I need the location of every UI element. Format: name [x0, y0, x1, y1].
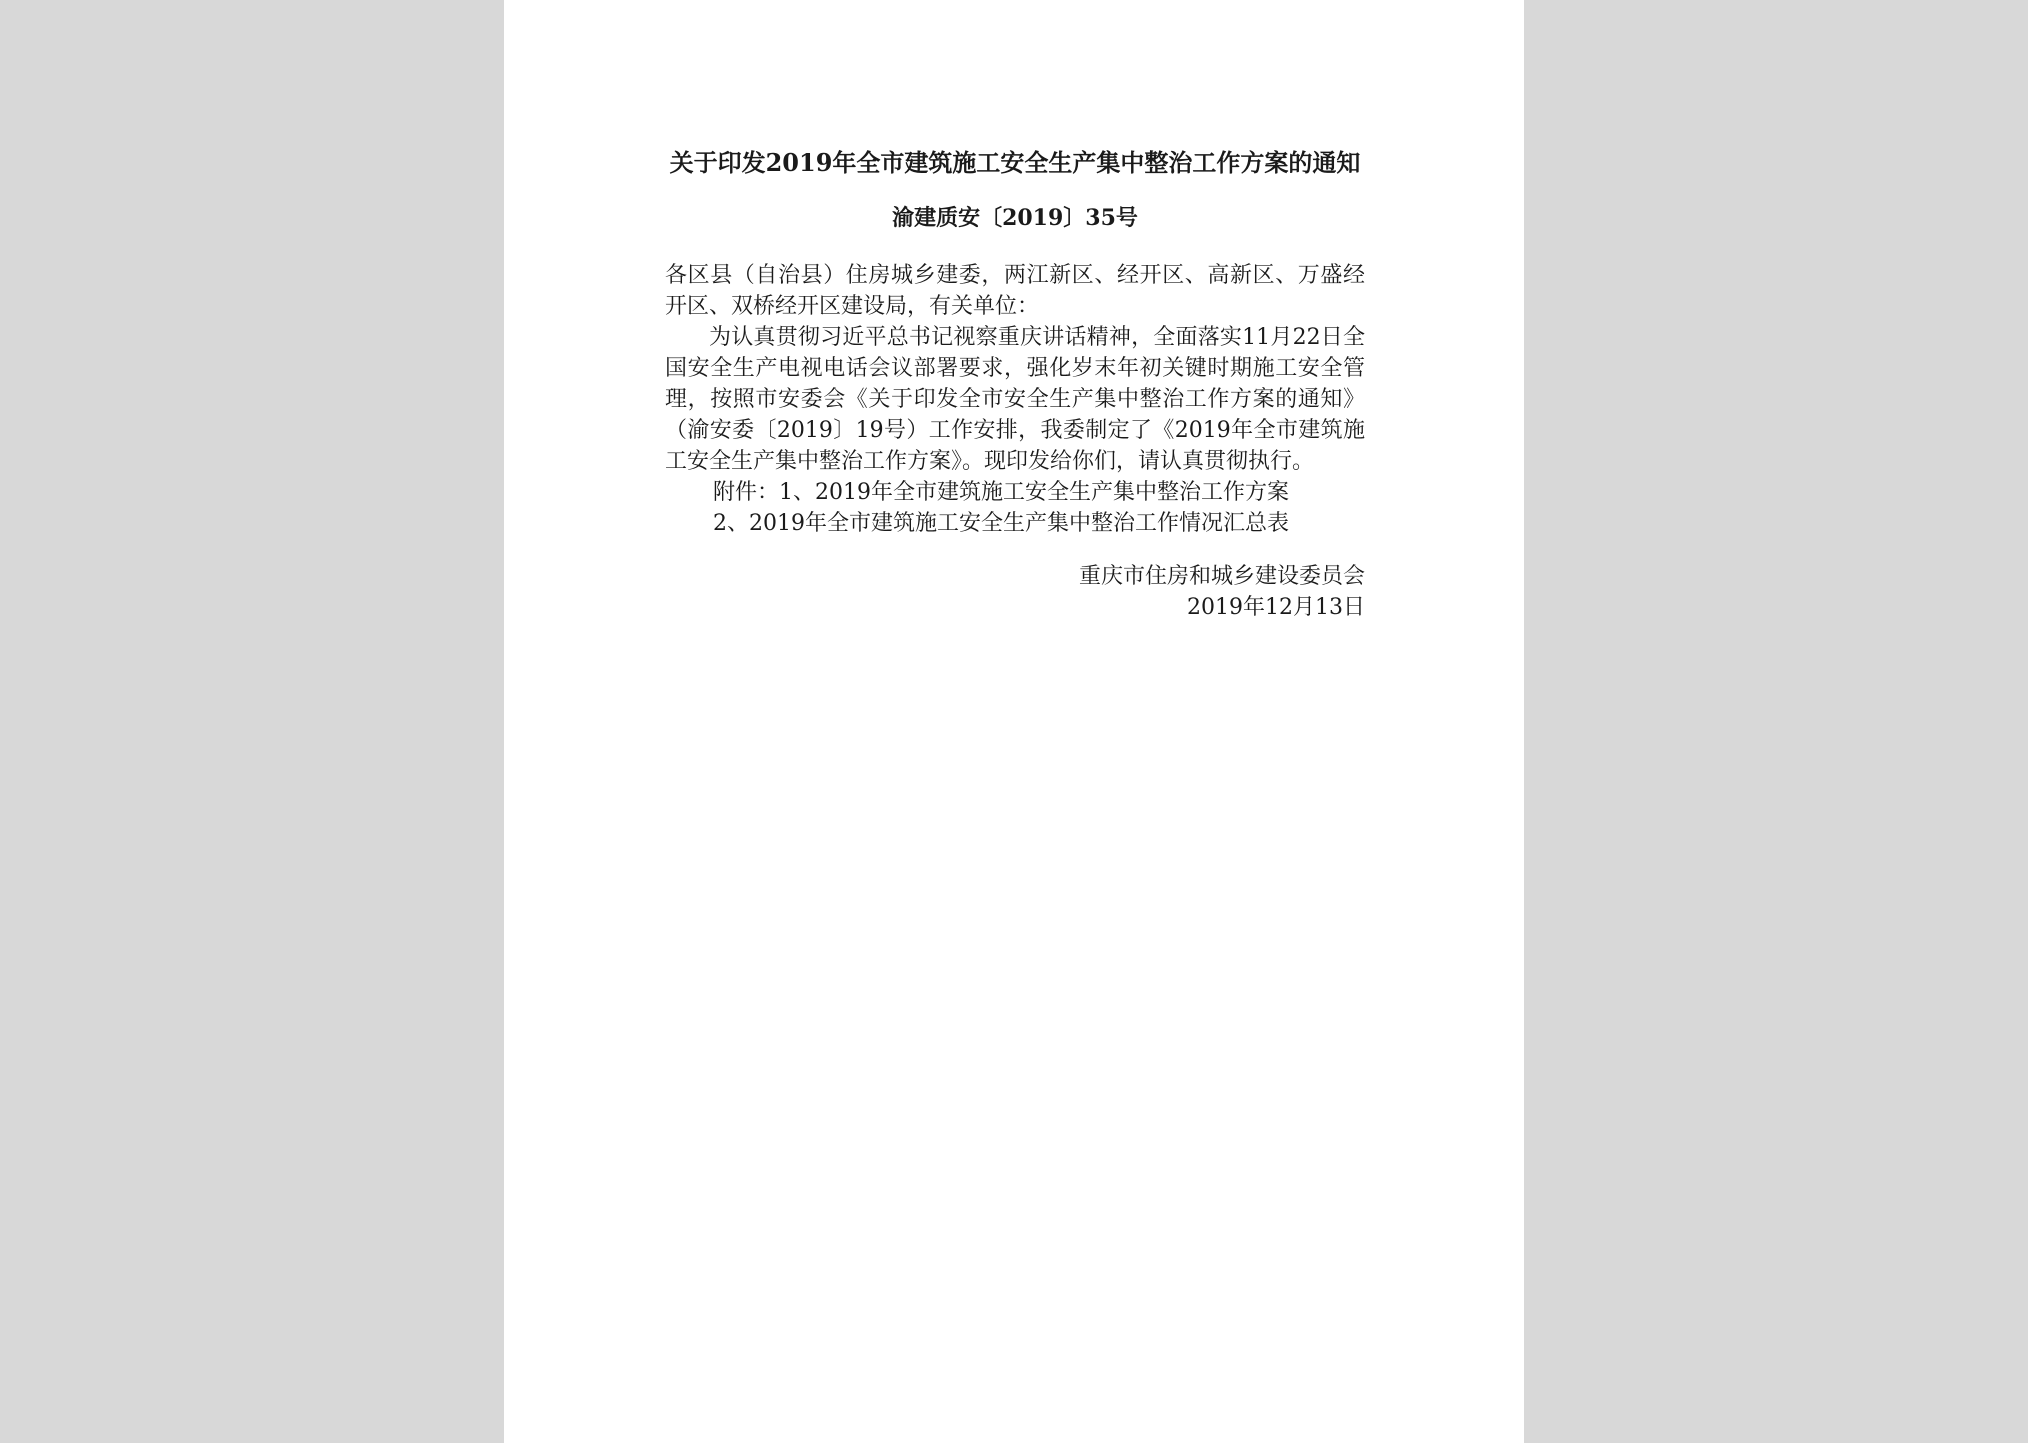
- body-paragraph: 为认真贯彻习近平总书记视察重庆讲话精神，全面落实11月22日全国安全生产电视电话会议部署要求，强化岁末年初关键时期施工安全管理，按照市安委会《关于印发全市安全生产集中整治工作方案的通知》（渝安委〔2019〕19号）工作安排，我委制定了《2019年全市建筑施工安全生产集中整治工作方案》。现印发给你们，请认真贯彻执行。: [665, 325, 1365, 474]
- document-content: [665, 142, 1365, 623]
- attachment-item-2: 2、2019年全市建筑施工安全生产集中整治工作情况汇总表: [713, 511, 1289, 536]
- document-page: [504, 0, 1524, 1443]
- document-number: 渝建质安〔2019〕35号: [892, 205, 1138, 231]
- document-title: 关于印发2019年全市建筑施工安全生产集中整治工作方案的通知: [669, 148, 1361, 177]
- issuer-name: 重庆市住房和城乡建设委员会: [1078, 564, 1365, 589]
- issue-date: 2019年12月13日: [1187, 595, 1365, 620]
- salutation: 各区县（自治县）住房城乡建委，两江新区、经开区、高新区、万盛经开区、双桥经开区建设局，有关单位：: [665, 263, 1365, 319]
- signature-block: [665, 561, 1365, 623]
- attachment-item-1: 附件：1、2019年全市建筑施工安全生产集中整治工作方案: [713, 480, 1289, 505]
